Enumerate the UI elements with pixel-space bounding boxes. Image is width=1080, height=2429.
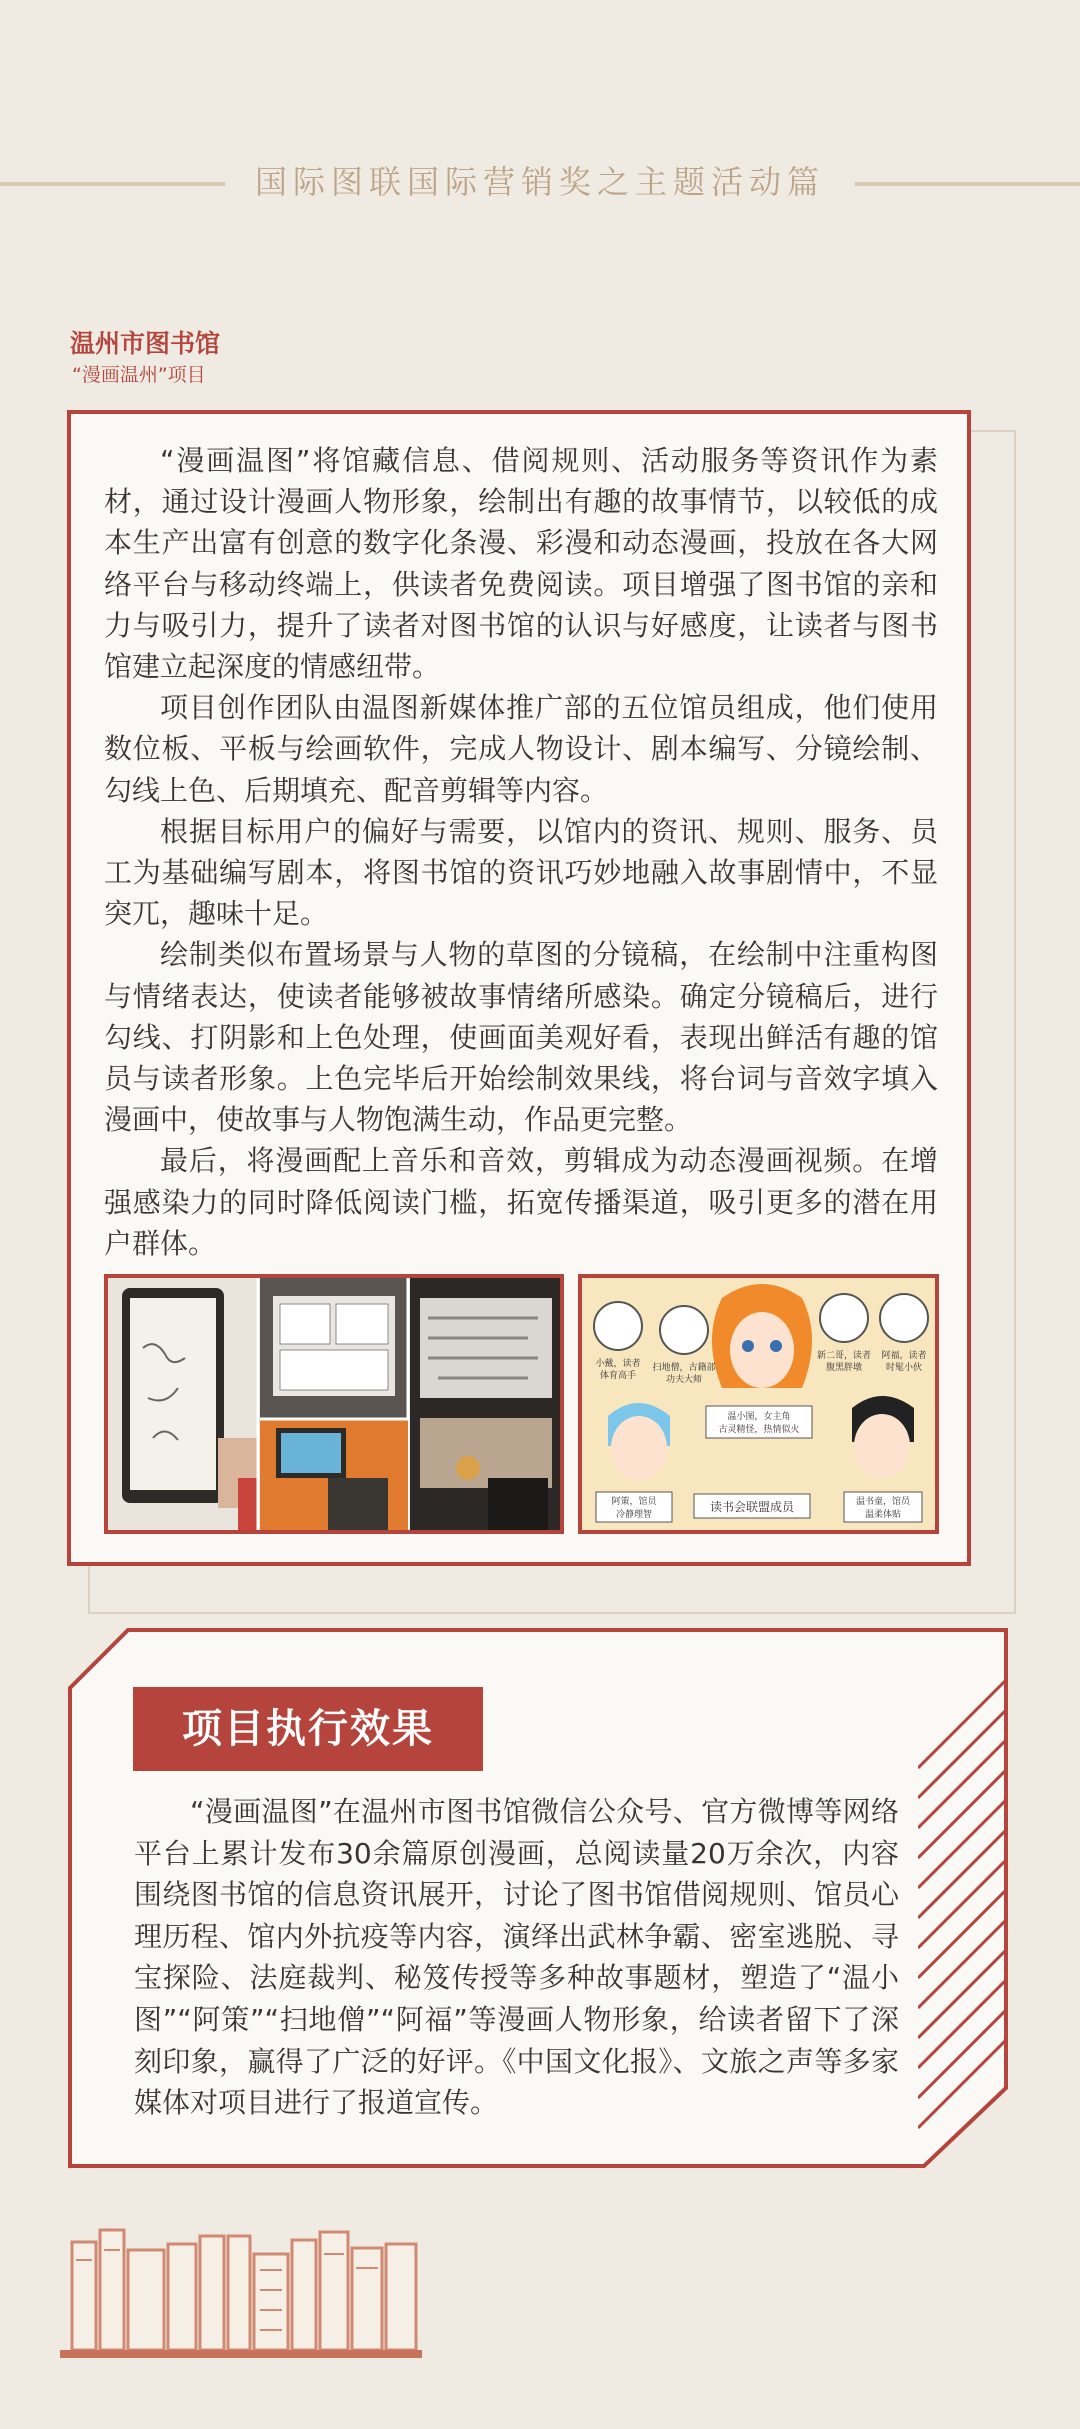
caption: 温小图，女主角: [727, 1412, 791, 1422]
caption: 扫地僧，古籍部: [652, 1363, 716, 1373]
results-text: [134, 1791, 899, 2124]
caption: 冷静理智: [615, 1510, 653, 1520]
comic-characters-image: [578, 1274, 939, 1534]
caption: 温书童，馆员: [855, 1497, 911, 1507]
bookshelf-decoration: [60, 2210, 500, 2360]
caption: 阿福，读者: [881, 1351, 927, 1361]
caption: 温柔体贴: [864, 1510, 902, 1520]
caption: 古灵精怪，热情似火: [718, 1425, 800, 1435]
drawing-process-photos: [104, 1274, 564, 1534]
caption: 阿策，馆员: [611, 1497, 657, 1507]
page-title: 国际图联国际营销奖之主题活动篇: [254, 163, 825, 201]
caption: 腹黑胖墩: [825, 1363, 863, 1373]
paragraph: 最后，将漫画配上音乐和音效，剪辑成为动态漫画视频。在增强感染力的同时降低阅读门槛，拓宽传播渠道，吸引更多的潜在用户群体。: [104, 1144, 938, 1260]
paragraph: 根据目标用户的偏好与需要，以馆内的资讯、规则、服务、员工为基础编写剧本，将图书馆的资讯巧妙地融入故事剧情中，不显突兀，趣味十足。: [104, 814, 938, 931]
description-text: [104, 440, 938, 1264]
caption: 小戴，读者: [595, 1359, 641, 1369]
paragraph: 项目创作团队由温图新媒体推广部的五位馆员组成，他们使用数位板、平板与绘画软件，完成人物设计、剧本编写、分镜绘制、勾线上色、后期填充、配音剪辑等内容。: [104, 691, 938, 807]
paragraph: “漫画温图”将馆藏信息、借阅规则、活动服务等资讯作为素材，通过设计漫画人物形象，绘制出有趣的故事情节，以较低的成本生产出富有创意的数字化条漫、彩漫和动态漫画，投放在各大网络平台与移动终端上，供读者免费阅读。项目增强了图书馆的亲和力与吸引力，提升了读者对图书馆的认识与好感度，让读者与图书馆建立起深度的情感纽带。: [104, 444, 938, 684]
paragraph: “漫画温图”在温州市图书馆微信公众号、官方微博等网络平台上累计发布30余篇原创漫画，总阅读量20万余次，内容围绕图书馆的信息资讯展开，讨论了图书馆借阅规则、馆员心理历程、馆内外抗疫等内容，演绎出武林争霸、密室逃脱、寻宝探险、法庭裁判、秘笈传授等多种故事题材，塑造了“温小图”“阿策”“扫地僧”“阿福”等漫画人物形象，给读者留下了深刻印象，赢得了广泛的好评。《中国文化报》、文旅之声等多家媒体对项目进行了报道宣传。: [134, 1795, 899, 2120]
organization-name: 温州市图书馆: [70, 329, 221, 358]
header-rule-right: [855, 182, 1080, 186]
caption: 读书会联盟成员: [709, 1500, 795, 1514]
caption: 体育高手: [599, 1371, 637, 1381]
photo-collage-image: [108, 1278, 560, 1530]
project-name: “漫画温州”项目: [72, 364, 206, 386]
caption: 时髦小伙: [885, 1363, 923, 1373]
section-title: 项目执行效果: [182, 1706, 434, 1752]
header-rule-left: [0, 182, 225, 186]
paragraph: 绘制类似布置场景与人物的草图的分镜稿，在绘制中注重构图与情绪表达，使读者能够被故事情绪所感染。确定分镜稿后，进行勾线、打阴影和上色处理，使画面美观好看，表现出鲜活有趣的馆员与读者形象。上色完毕后开始绘制效果线，将台词与音效字填入漫画中，使故事与人物饱满生动，作品更完整。: [104, 938, 938, 1137]
caption: 新二哥，读者: [816, 1351, 872, 1361]
comic-characters-art: [582, 1278, 935, 1530]
caption: 功夫大师: [665, 1375, 703, 1385]
